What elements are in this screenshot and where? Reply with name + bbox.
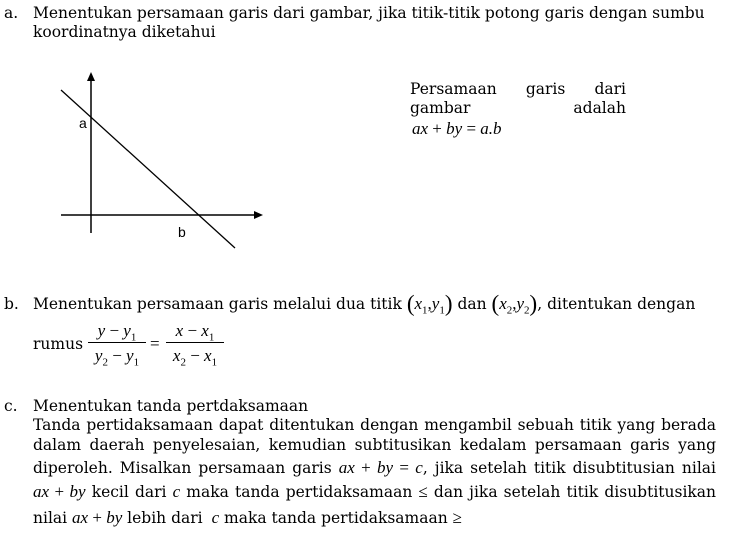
x-axis-arrow-icon xyxy=(254,211,263,219)
label-b: b xyxy=(178,224,186,240)
point-2: $(x_2,y_2)$ xyxy=(491,291,538,317)
y-axis-arrow-icon xyxy=(87,72,95,81)
section-b-line1: Menentukan persamaan garis melalui dua titik $(x_1,y_1)$ dan $(x_2,y_2)$, ditentukan dengan xyxy=(33,291,696,317)
section-a-heading-line2: koordinatnya diketahui xyxy=(33,23,216,41)
fraction-equals: = xyxy=(150,334,160,353)
expression-ax-by-2: ax + by xyxy=(72,508,123,527)
section-c-marker: c. xyxy=(4,397,18,415)
section-c-heading: Menentukan tanda pertdaksamaan xyxy=(33,397,309,415)
intercept-line xyxy=(61,90,235,248)
section-c-line3: diperoleh. Misalkan persamaan garis ax + by = c, jika setelah titik disubtitusian nilai xyxy=(33,458,717,477)
section-a-heading-line1: Menentukan persamaan garis dari gambar, jika titik-titik potong garis dengan sumbu xyxy=(33,4,705,22)
fraction-right: $x - x_1$ $x_2 - x_1$ xyxy=(166,320,224,365)
leq-symbol: ≤ xyxy=(418,482,428,501)
section-b-marker: b. xyxy=(4,295,19,313)
geq-symbol: ≥ xyxy=(452,508,462,527)
equation-ax-by-c: ax + by = c xyxy=(338,458,423,477)
section-c-line1: Tanda pertidaksamaan dapat ditentukan dengan mengambil sebuah titik yang berada xyxy=(33,416,716,434)
label-a: a xyxy=(79,115,87,131)
fraction-left: $y - y_1$ $y_2 - y_1$ xyxy=(88,320,146,365)
intercept-graph xyxy=(55,70,270,252)
section-c-line4: ax + by kecil dari c maka tanda pertidaksamaan ≤ dan jika setelah titik disubtitusikan xyxy=(33,482,717,501)
intercept-formula: ax + by = a.b xyxy=(412,119,502,138)
expression-ax-by: ax + by xyxy=(33,482,86,501)
point-1: $(x_1,y_1)$ xyxy=(406,291,453,317)
section-a-marker: a. xyxy=(4,4,19,22)
side-caption-line1: Persamaan garis dari xyxy=(410,80,626,98)
section-c-line5: nilai ax + by lebih dari c maka tanda pertidaksamaan ≥ xyxy=(33,508,462,527)
rumus-label: rumus xyxy=(33,335,84,353)
side-caption-line2: gambar adalah xyxy=(410,99,626,117)
section-c-line2: dalam daerah penyelesaian, kemudian subtitusikan kedalam persamaan garis yang xyxy=(33,436,716,454)
